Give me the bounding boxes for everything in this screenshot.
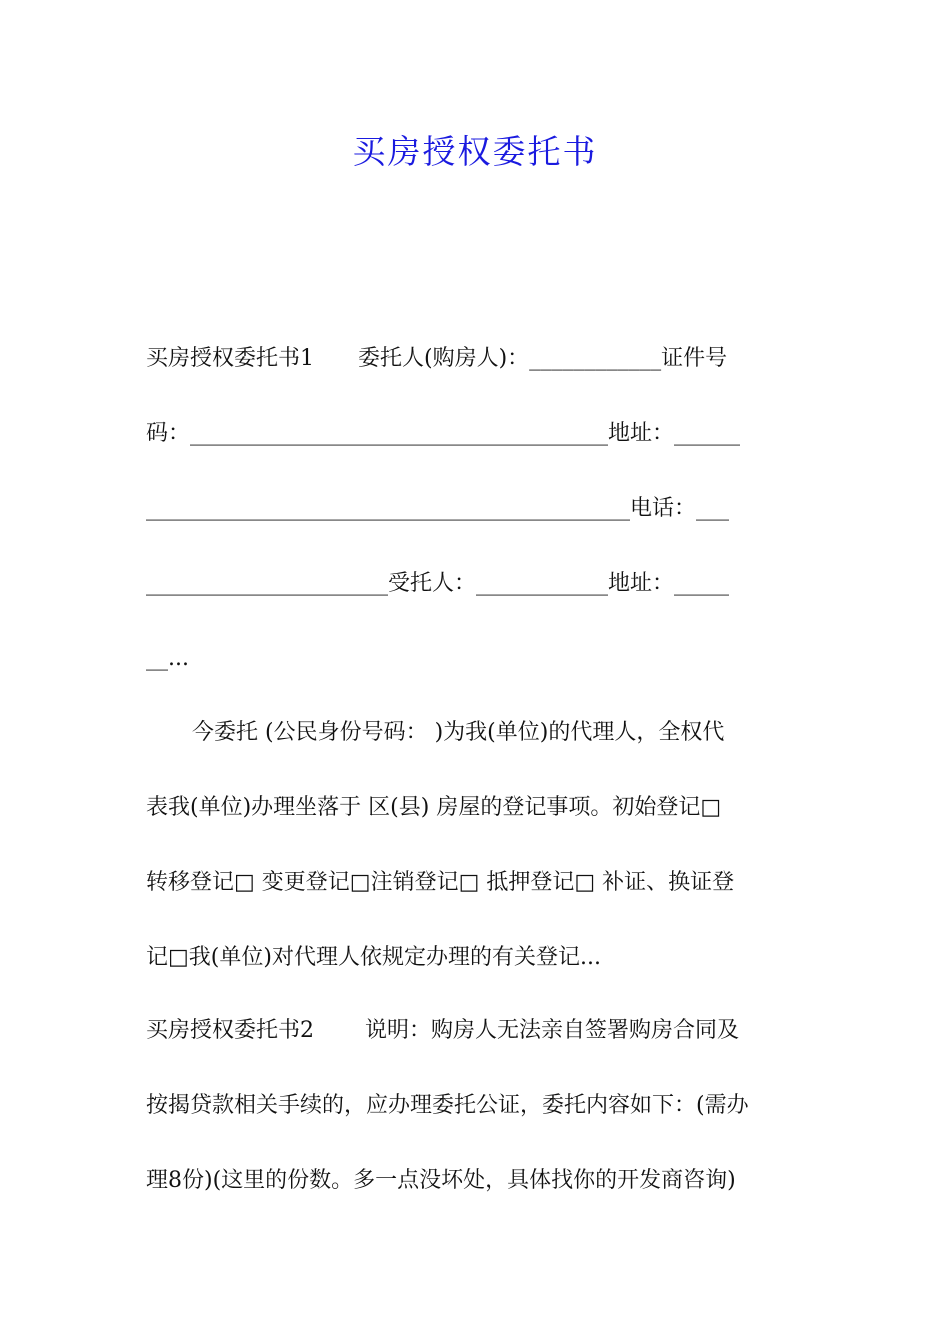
paragraph-line: 买房授权委托书1 委托人(购房人)：____________证件号 [146,346,728,371]
paragraph-line: 码：______________________________________地址：______ [146,421,741,446]
paragraph-line: 记□我(单位)对代理人依规定办理的有关登记... [146,945,601,970]
paragraph-line: ______________________受托人：____________地址：_____ [146,571,730,596]
paragraph-line: 今委托 (公民身份号码： )为我(单位)的代理人，全权代 [192,720,725,745]
paragraph-line: 表我(单位)办理坐落于 区(县) 房屋的登记事项。初始登记□ [146,795,722,820]
document-title: 买房授权委托书 [352,132,598,171]
paragraph-line: 理8份)(这里的份数。多一点没坏处，具体找你的开发商咨询) [146,1168,736,1193]
paragraph-line: 买房授权委托书2 说明：购房人无法亲自签署购房合同及 [146,1018,739,1043]
paragraph-line: ____________________________________________电话：___ [146,496,730,521]
paragraph-line: __... [146,646,189,671]
paragraph-line: 按揭贷款相关手续的，应办理委托公证，委托内容如下：(需办 [146,1093,749,1118]
paragraph-line: 转移登记□ 变更登记□注销登记□ 抵押登记□ 补证、换证登 [146,870,735,895]
